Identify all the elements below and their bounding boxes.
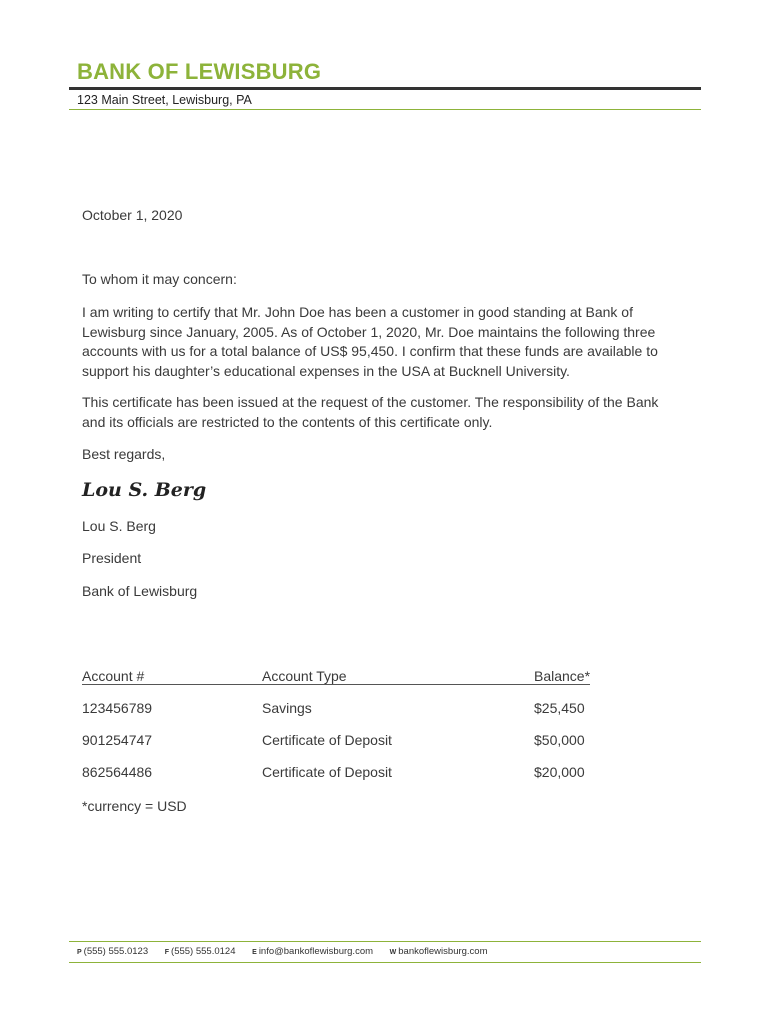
table-cell-account-type: Certificate of Deposit [262,764,392,780]
signer-organization: Bank of Lewisburg [82,583,198,599]
table-cell-balance: $25,450 [534,700,585,716]
paragraph-line: This certificate has been issued at the request of the customer. The responsibility of the Bank [82,394,659,410]
footer-website[interactable] [390,946,488,957]
signer-title: President [82,550,142,566]
letter-paragraph-1 [82,303,672,381]
letter-salutation: To whom it may concern: [82,271,237,287]
table-cell-account-number: 123456789 [82,700,153,716]
letter-date: October 1, 2020 [82,207,183,223]
letter-paragraph-2 [82,393,672,432]
footer-contact [77,946,502,957]
footer-bottom-rule [69,962,701,963]
table-header-account-type: Account Type [262,668,347,684]
footer-email-tag: E [252,949,257,956]
table-cell-balance: $20,000 [534,764,585,780]
table-header-account-number: Account # [82,668,145,684]
footer-fax-tag: F [164,949,170,956]
table-cell-account-number: 901254747 [82,732,153,748]
footer-phone-tag: P [77,949,82,956]
letterhead-dark-rule [69,87,701,90]
footer-phone [77,946,148,957]
letterhead-address: 123 Main Street, Lewisburg, PA [77,93,252,107]
footer-website-link[interactable]: bankoflewisburg.com [398,946,488,957]
table-header-balance: Balance* [534,668,591,684]
footer-phone-value: (555) 555.0123 [83,946,149,957]
paragraph-line: Lewisburg since January, 2005. As of October 1, 2020, Mr. Doe maintains the following three [82,323,656,340]
letter-closing: Best regards, [82,446,166,462]
footer-top-rule [69,941,701,942]
paragraph-line: support his daughter’s educational expenses in the USA at Bucknell University. [82,362,570,379]
handwritten-signature: Lou S. Berg [82,479,207,501]
letterhead-bank-name: BANK OF LEWISBURG [77,59,322,84]
paragraph-line: accounts with us for a total balance of US$ 95,450. I confirm that these funds are available to [82,343,658,359]
table-cell-account-number: 862564486 [82,764,153,780]
footer-fax-value: (555) 555.0124 [171,946,236,957]
footer-email[interactable] [252,946,373,957]
table-cell-account-type: Savings [262,700,312,716]
table-cell-balance: $50,000 [534,732,585,748]
signer-name: Lou S. Berg [82,518,156,534]
footer-email-link[interactable]: info@bankoflewisburg.com [258,946,374,957]
footer-website-tag: W [389,949,397,956]
table-cell-account-type: Certificate of Deposit [262,732,392,748]
currency-note: *currency = USD [82,798,187,814]
footer-fax [165,946,236,957]
paragraph-line: I am writing to certify that Mr. John Doe has been a customer in good standing at Bank of [82,304,633,320]
letterhead-green-rule [69,109,701,110]
paragraph-line: and its officials are restricted to the contents of this certificate only. [82,413,493,430]
table-header-underline [82,684,590,685]
